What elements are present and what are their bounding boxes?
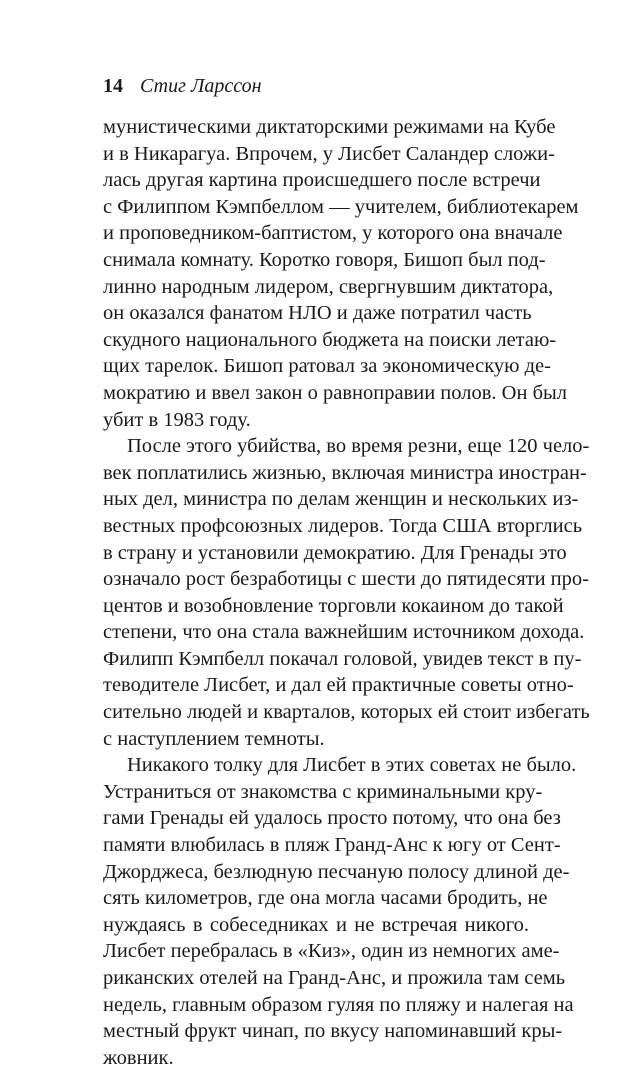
text-line: снимала комнату. Коротко говоря, Бишоп был под- [103, 248, 546, 271]
text-line: с наступлением темноты. [103, 727, 325, 750]
text-line: теводителе Лисбет, и дал ей практичные советы отно- [103, 674, 574, 697]
text-line: Никакого толку для Лисбет в этих советах не было. [127, 754, 577, 777]
text-line: Устраниться от знакомства с криминальными кру- [103, 780, 543, 803]
text-line: гами Гренады ей удалось просто потому, что она без [103, 807, 561, 830]
text-line: недель, главным образом гуляя по пляжу и налегая на [103, 993, 574, 1016]
text-line: мунистическими диктаторскими режимами на Кубе [103, 116, 556, 138]
running-head [103, 74, 262, 98]
text-line: жовник. [103, 1046, 174, 1069]
text-line: центов и возобновление торговли кокаином до такой [103, 594, 564, 617]
text-line: ных дел, министра по делам женщин и нескольких из- [103, 488, 579, 511]
text-line: означало рост безработицы с шести до пятидесяти про- [103, 568, 589, 591]
text-line: степени, что она стала важнейшим источником дохода. [103, 621, 585, 644]
text-line: сять километров, где она могла часами бродить, не [103, 887, 548, 910]
text-line: скудного национального бюджета на поиски летаю- [103, 328, 557, 351]
text-line: щих тарелок. Бишоп ратовал за экономическую де- [103, 355, 551, 378]
text-line: местный фрукт чинап, по вкусу напоминавший кры- [103, 1020, 563, 1043]
text-line: в страну и установили демократию. Для Гренады это [103, 541, 567, 564]
text-line: и проповедником-баптистом, у которого она вначале [103, 222, 563, 245]
text-line: мократию и ввел закон о равноправии полов. Он был [103, 381, 568, 404]
paragraph [103, 433, 590, 752]
text-line: риканских отелей на Гранд-Анс, и прожила там семь [103, 967, 566, 989]
text-line: нуждаясь в собеседниках и не встречая никого. [103, 913, 529, 936]
text-line: линно народным лидером, свергнувшим диктатора, [103, 275, 554, 298]
text-line: лась другая картина происшедшего после встречи [103, 169, 541, 192]
text-line: с Филиппом Кэмпбеллом — учителем, библиотекарем [103, 195, 579, 218]
text-line: вестных профсоюзных лидеров. Тогда США вторглись [103, 514, 583, 537]
paragraph [103, 752, 577, 1071]
page-number: 14 [103, 75, 123, 97]
text-line: После этого убийства, во время резни, еще 120 чело- [127, 435, 590, 458]
text-line: Лисбет перебралась в «Киз», один из немногих аме- [103, 940, 560, 963]
text-line: Филипп Кэмпбелл покачал головой, увидев текст в пу- [103, 647, 582, 670]
text-line: сительно людей и кварталов, которых ей стоит избегать [103, 701, 590, 724]
text-line: памяти влюбилась в пляж Гранд-Анс к югу от Сент- [103, 834, 561, 857]
text-line: век поплатились жизнью, включая министра иностран- [103, 461, 587, 484]
text-line: и в Никарагуа. Впрочем, у Лисбет Саландер сложи- [103, 142, 555, 165]
running-head-author: Стиг Ларссон [140, 75, 262, 97]
body-text [103, 114, 590, 1071]
text-line: Джорджеса, безлюдную песчаную полосу длиной де- [103, 860, 570, 883]
text-line: он оказался фанатом НЛО и даже потратил часть [103, 302, 532, 325]
text-line: убит в 1983 году. [103, 408, 251, 431]
paragraph [103, 114, 579, 433]
